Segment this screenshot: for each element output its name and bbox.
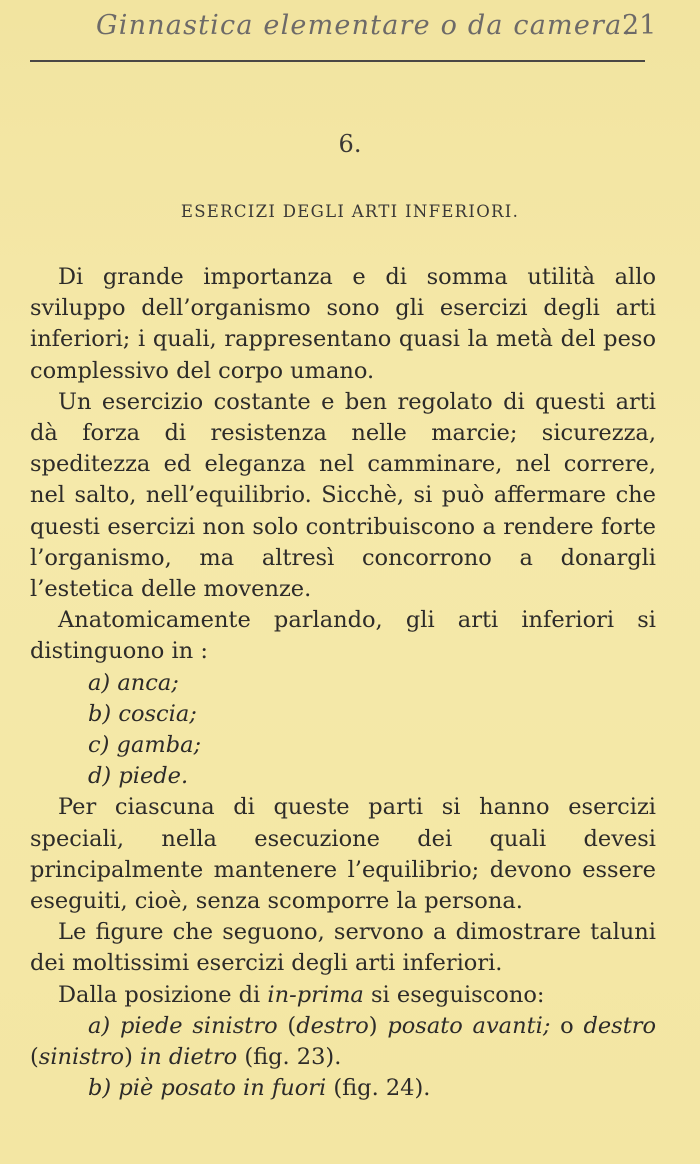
exercise-conj: o bbox=[560, 1012, 574, 1039]
list-item bbox=[30, 699, 656, 730]
list-letter: c) bbox=[88, 732, 110, 759]
exercise-paren: (destro) bbox=[287, 1012, 378, 1039]
paragraph-6 bbox=[30, 980, 656, 1011]
list-letter: a) bbox=[88, 669, 111, 696]
paragraph-1: Di grande importanza e di somma utilità allo sviluppo dell’organismo sono gli esercizi degli arti inferiori; i quali, rappresentano quasi la metà del peso complessivo del corpo umano. bbox=[30, 264, 656, 384]
paragraph-6-after: si eseguiscono: bbox=[370, 981, 545, 1008]
paragraph-3: Anatomicamente parlando, gli arti inferiori si distinguono in : bbox=[30, 607, 656, 665]
exercise-text: piede sinistro bbox=[119, 1012, 278, 1039]
list-item bbox=[30, 761, 656, 792]
running-title: Ginnastica elementare o da camera. bbox=[96, 10, 633, 41]
section-title: ESERCIZI DEGLI ARTI INFERIORI. bbox=[180, 202, 520, 221]
list-text: coscia; bbox=[118, 700, 197, 727]
list-item bbox=[30, 730, 656, 761]
body-text bbox=[30, 262, 656, 1104]
header-rule bbox=[30, 60, 645, 62]
list-letter: d) bbox=[88, 763, 112, 790]
list-letter: b) bbox=[88, 700, 112, 727]
exercise-text: piè posato in fuori bbox=[118, 1075, 327, 1102]
section-number: 6. bbox=[338, 130, 362, 158]
figure-reference: (fig. 24). bbox=[333, 1075, 431, 1102]
paragraph-5: Le figure che seguono, servono a dimostrare taluni dei moltissimi esercizi degli arti inferiori. bbox=[30, 919, 656, 977]
exercise-text: posato avanti; bbox=[387, 1012, 551, 1039]
figure-reference: (fig. 23). bbox=[244, 1044, 342, 1071]
running-header bbox=[0, 4, 700, 54]
exercise-text: in dietro bbox=[140, 1044, 238, 1071]
exercise-item-b bbox=[30, 1073, 656, 1104]
list-text: piede. bbox=[118, 763, 189, 790]
exercise-paren-text: sinistro bbox=[38, 1044, 125, 1071]
exercise-paren: (sinistro) bbox=[30, 1044, 133, 1071]
exercise-item-a bbox=[30, 1011, 656, 1073]
paragraph-6-term: in-prima bbox=[267, 981, 364, 1008]
exercise-text: destro bbox=[583, 1012, 657, 1039]
list-item bbox=[30, 668, 656, 699]
exercise-letter: a) bbox=[88, 1012, 111, 1039]
paragraph-2: Un esercizio costante e ben regolato di questi arti dà forza di resistenza nelle marcie; sicurezza, speditezza ed eleganza nel camminare, nel correre, nel salto, nell’equilibrio. Sicchè, si può affermare che questi esercizi non solo contribuiscono a rendere forte l’organismo, ma altresì concorrono a donargli l’estetica delle movenze. bbox=[30, 388, 656, 603]
list-text: anca; bbox=[117, 669, 179, 696]
exercise-paren-text: destro bbox=[296, 1012, 369, 1039]
exercise-letter: b) bbox=[88, 1075, 112, 1102]
list-text: gamba; bbox=[116, 732, 202, 759]
paragraph-6-before: Dalla posizione di bbox=[58, 981, 261, 1008]
paragraph-4: Per ciascuna di queste parti si hanno esercizi speciali, nella esecuzione dei quali devesi principalmente mantenere l’equilibrio; devono essere eseguiti, cioè, senza scomporre la persona. bbox=[30, 794, 656, 915]
page-number: 21 bbox=[622, 10, 657, 41]
